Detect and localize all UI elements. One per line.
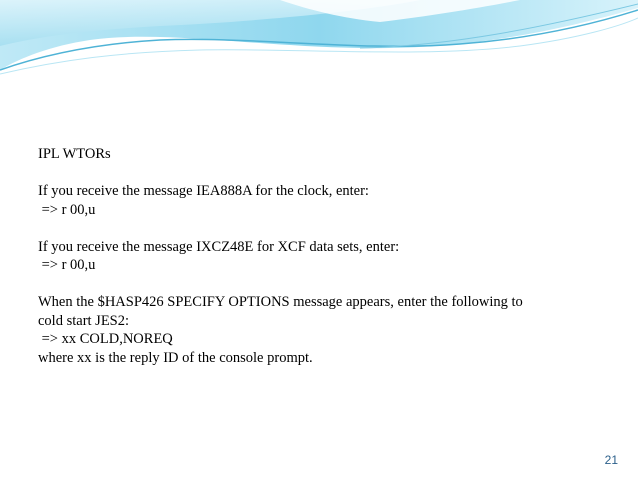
- instruction-hasp426-cont: cold start JES2:: [38, 312, 130, 329]
- reply-iea888a: => r 00,u: [38, 201, 96, 218]
- reply-explanation: where xx is the reply ID of the console prompt.: [38, 349, 313, 366]
- blank-line: [38, 275, 618, 294]
- instruction-iea888a: If you receive the message IEA888A for the clock, enter:: [38, 183, 369, 199]
- instruction-hasp426: When the $HASP426 SPECIFY OPTIONS message appears, enter the following to: [38, 294, 523, 310]
- blank-line: [38, 164, 618, 183]
- header-wave-decoration: [0, 0, 638, 80]
- slide-body-text: [38, 145, 618, 367]
- page-number: 21: [604, 453, 618, 467]
- reply-ixcz48e: => r 00,u: [38, 257, 96, 273]
- instruction-ixcz48e: If you receive the message IXCZ48E for XCF data sets, enter:: [38, 238, 400, 255]
- blank-line: [38, 219, 618, 238]
- reply-hasp426: => xx COLD,NOREQ: [38, 331, 173, 347]
- slide-heading: IPL WTORs: [38, 146, 111, 162]
